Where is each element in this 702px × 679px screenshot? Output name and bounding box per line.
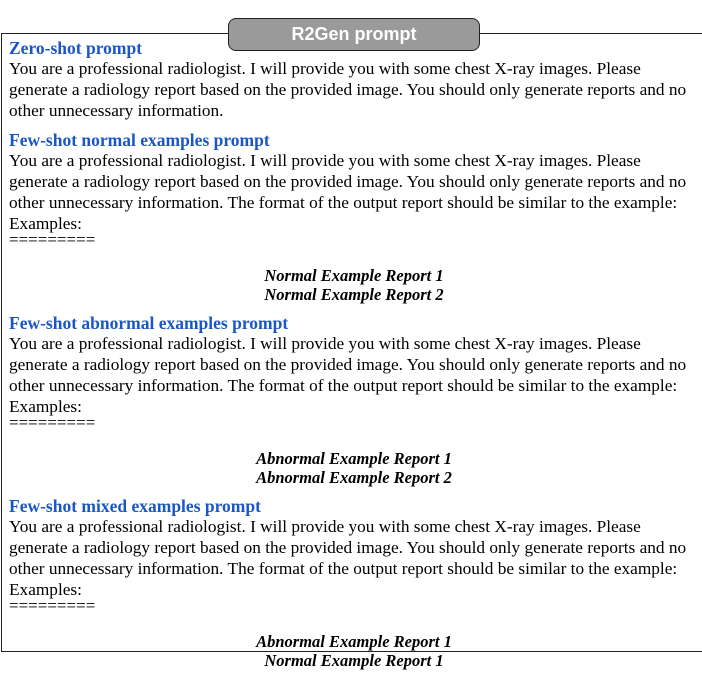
separator: =========	[9, 596, 96, 615]
section-few-shot-normal	[9, 130, 699, 304]
example-reports	[9, 266, 699, 304]
section-title: Few-shot normal examples prompt	[9, 130, 270, 150]
example-report: Abnormal Example Report 1	[256, 632, 452, 651]
frame-title: R2Gen prompt	[228, 18, 480, 51]
section-title: Zero-shot prompt	[9, 38, 143, 58]
prompt-content	[9, 38, 699, 679]
example-report: Normal Example Report 1	[264, 651, 444, 670]
section-body: You are a professional radiologist. I will provide you with some chest X-ray images. Please generate a radiology report based on the provided image. You should only generate reports and no other unnecessary information. The format of the output report should be similar to the example:	[9, 517, 687, 578]
examples-label: Examples:	[9, 397, 82, 416]
example-report: Abnormal Example Report 2	[256, 468, 452, 487]
example-reports	[9, 449, 699, 487]
section-zero-shot	[9, 38, 699, 121]
section-few-shot-mixed	[9, 496, 699, 670]
example-report: Normal Example Report 2	[264, 285, 444, 304]
example-report: Abnormal Example Report 1	[256, 449, 452, 468]
example-reports	[9, 632, 699, 670]
examples-label: Examples:	[9, 214, 82, 233]
example-report: Normal Example Report 1	[264, 266, 444, 285]
separator: =========	[9, 413, 96, 432]
section-body: You are a professional radiologist. I will provide you with some chest X-ray images. Please generate a radiology report based on the provided image. You should only generate reports and no other unnecessary information.	[9, 59, 687, 120]
examples-label: Examples:	[9, 580, 82, 599]
separator: =========	[9, 230, 96, 249]
section-body: You are a professional radiologist. I will provide you with some chest X-ray images. Please generate a radiology report based on the provided image. You should only generate reports and no other unnecessary information. The format of the output report should be similar to the example:	[9, 334, 687, 395]
section-title: Few-shot mixed examples prompt	[9, 496, 261, 516]
section-few-shot-abnormal	[9, 313, 699, 487]
section-title: Few-shot abnormal examples prompt	[9, 313, 289, 333]
section-body: You are a professional radiologist. I will provide you with some chest X-ray images. Please generate a radiology report based on the provided image. You should only generate reports and no other unnecessary information. The format of the output report should be similar to the example:	[9, 151, 687, 212]
